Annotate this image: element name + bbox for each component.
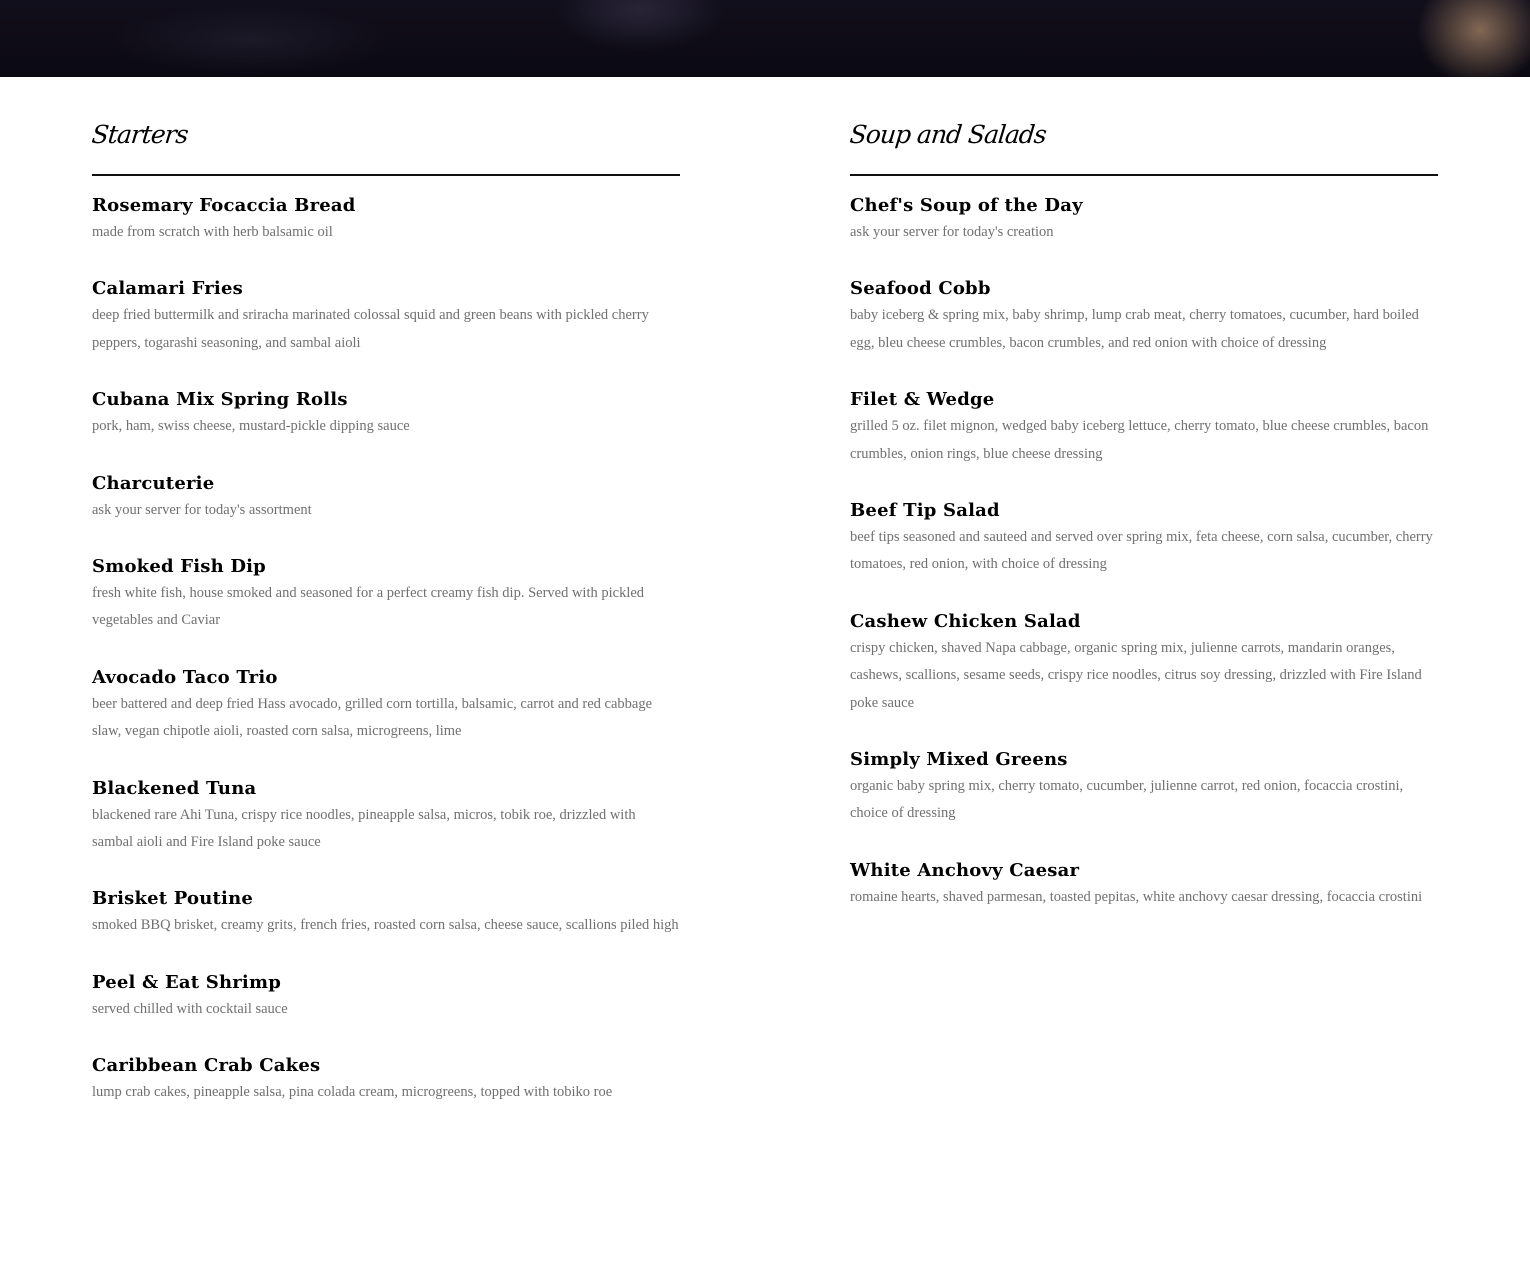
- menu-item-name: Brisket Poutine: [92, 888, 254, 910]
- menu-item-description: made from scratch with herb balsamic oil: [92, 224, 333, 240]
- menu-item: [850, 389, 1438, 468]
- menu-item-description: crispy chicken, shaved Napa cabbage, organic spring mix, julienne carrots, mandarin oranges, cashews, scallions, sesame seeds, crispy rice noodles, citrus soy dressing, drizzled with Fire Island poke sauce: [850, 639, 1422, 711]
- menu-item-name: Caribbean Crab Cakes: [92, 1055, 321, 1077]
- menu-item: [92, 1055, 680, 1106]
- menu-item-description: ask your server for today's assortment: [92, 501, 312, 518]
- menu-item-name: Cashew Chicken Salad: [850, 610, 1081, 632]
- menu-item: [92, 888, 680, 939]
- menu-item: [850, 611, 1438, 717]
- menu-item: [850, 500, 1438, 579]
- menu-item-name: Charcuterie: [92, 472, 215, 494]
- menu-item-description: baby iceberg & spring mix, baby shrimp, lump crab meat, cherry tomatoes, cucumber, hard boiled egg, bleu cheese crumbles, bacon crumbles, and red onion with choice of dressing: [850, 307, 1419, 351]
- menu-item-name: Filet & Wedge: [850, 389, 995, 411]
- menu-item-name: Calamari Fries: [92, 278, 243, 300]
- menu-item-name: Chef's Soup of the Day: [850, 195, 1083, 216]
- menu-item: [850, 749, 1438, 828]
- menu-item-description: lump crab cakes, pineapple salsa, pina colada cream, microgreens, topped with tobiko roe: [92, 1084, 613, 1101]
- menu-item-name: Seafood Cobb: [850, 278, 991, 300]
- menu-items-list: [92, 195, 680, 1107]
- section-title: Soup and Salads: [848, 120, 1048, 149]
- menu-item: [92, 195, 680, 246]
- menu-item-description: deep fried buttermilk and sriracha marinated colossal squid and green beans with pickled cherry peppers, togarashi seasoning, and sambal aioli: [92, 307, 649, 351]
- menu-item-name: Beef Tip Salad: [850, 500, 1000, 522]
- menu-item-description: pork, ham, swiss cheese, mustard-pickle dipping sauce: [92, 418, 410, 435]
- menu-item-name: Peel & Eat Shrimp: [92, 971, 281, 993]
- menu-section-starters: [92, 115, 680, 1139]
- menu-item: [92, 778, 680, 857]
- menu-item-description: blackened rare Ahi Tuna, crispy rice noodles, pineapple salsa, micros, tobik roe, drizzled with sambal aioli and Fire Island poke sauce: [92, 806, 636, 851]
- menu-items-list: [850, 195, 1438, 911]
- menu-section-soup-and-salads: [850, 115, 1438, 943]
- menu-item: [850, 195, 1438, 246]
- menu-item-description: beef tips seasoned and sauteed and served over spring mix, feta cheese, corn salsa, cucumber, cherry tomatoes, red onion, with choice of dressing: [850, 529, 1433, 573]
- section-title: Starters: [90, 120, 190, 149]
- menu-item: [92, 278, 680, 357]
- menu-item-description: served chilled with cocktail sauce: [92, 1000, 288, 1017]
- menu-item-description: ask your server for today's creation: [850, 224, 1054, 240]
- menu-item-name: White Anchovy Caesar: [850, 859, 1080, 881]
- menu-item-name: Blackened Tuna: [92, 777, 257, 799]
- menu-item-name: Cubana Mix Spring Rolls: [92, 389, 348, 411]
- section-divider: [92, 174, 680, 176]
- menu-item-description: romaine hearts, shaved parmesan, toasted pepitas, white anchovy caesar dressing, focaccia crostini: [850, 888, 1423, 905]
- section-divider: [850, 174, 1438, 176]
- menu-item: [92, 556, 680, 635]
- menu-item-description: organic baby spring mix, cherry tomato, cucumber, julienne carrot, red onion, focaccia crostini, choice of dressing: [850, 778, 1404, 822]
- menu-item: [92, 972, 680, 1023]
- menu-item: [92, 667, 680, 746]
- hero-banner-image: [0, 0, 1530, 77]
- menu-item: [850, 860, 1438, 911]
- menu-item: [850, 278, 1438, 357]
- menu-item-description: grilled 5 oz. filet mignon, wedged baby iceberg lettuce, cherry tomato, blue cheese crumbles, bacon crumbles, onion rings, blue cheese dressing: [850, 418, 1429, 462]
- menu-item: [92, 473, 680, 524]
- menu-item-name: Smoked Fish Dip: [92, 556, 266, 578]
- menu-item-description: fresh white fish, house smoked and seasoned for a perfect creamy fish dip. Served with pickled vegetables and Caviar: [92, 585, 645, 629]
- menu-item-description: beer battered and deep fried Hass avocado, grilled corn tortilla, balsamic, carrot and red cabbage slaw, vegan chipotle aioli, roasted corn salsa, microgreens, lime: [92, 695, 653, 740]
- menu-item-name: Avocado Taco Trio: [92, 666, 278, 688]
- menu-item-name: Simply Mixed Greens: [850, 749, 1068, 771]
- menu-item-name: Rosemary Focaccia Bread: [92, 195, 356, 216]
- menu-item-description: smoked BBQ brisket, creamy grits, french fries, roasted corn salsa, cheese sauce, scallions piled high: [92, 917, 679, 934]
- menu-item: [92, 389, 680, 440]
